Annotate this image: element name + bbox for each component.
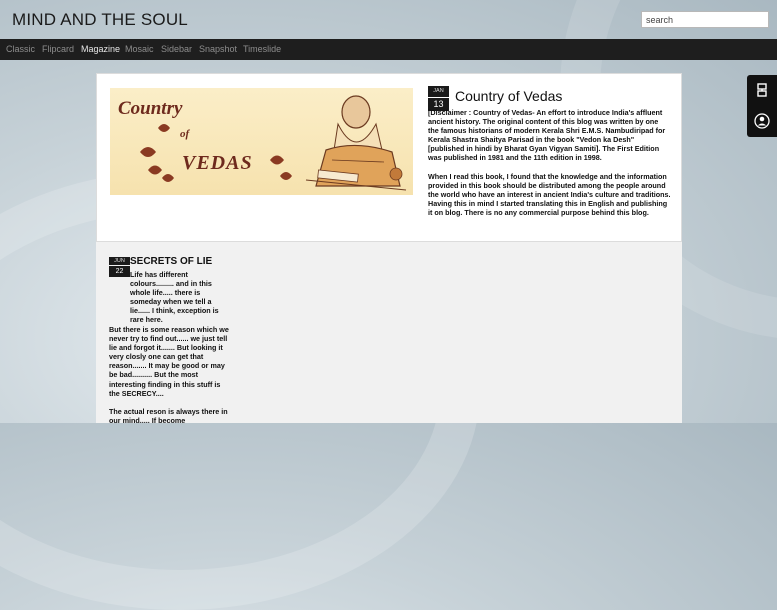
nav-item-mosaic[interactable]: Mosaic bbox=[125, 44, 154, 54]
excerpt-paragraph: Life has different colours......... and in this whole life..... there is someday when we tell a lie...... I think, exception is rare here. bbox=[130, 270, 219, 325]
featured-post-title[interactable]: Country of Vedas bbox=[455, 88, 563, 104]
second-post-excerpt bbox=[109, 325, 233, 434]
nav-item-sidebar[interactable]: Sidebar bbox=[161, 44, 193, 54]
view-navbar bbox=[0, 39, 777, 60]
nav-item-flipcard[interactable]: Flipcard bbox=[42, 44, 75, 54]
featured-post-card[interactable] bbox=[96, 73, 682, 242]
post-date-month: JAN bbox=[428, 86, 449, 97]
excerpt-paragraph: [Disclaimer : Country of Vedas- An effort to introduce India's affluent ancient history. The original content of this blog was written by one the famous historians of modern Kerala Shri E.M.S. Nambudiripad for Kerala Shastra Shaitya Parisad in the book "Vedon ka Desh" [published in hindi by Bharat Gyan Vigyan Samiti]. The First Edition was published in 1981 and the 11th edition in 1998. bbox=[428, 108, 666, 163]
post-date-month: JUN bbox=[109, 257, 130, 265]
post-date-day: 13 bbox=[428, 98, 449, 111]
post-date-day: 22 bbox=[109, 266, 130, 277]
profile-icon[interactable] bbox=[754, 113, 770, 129]
nav-item-timeslide[interactable]: Timeslide bbox=[243, 44, 282, 54]
search-input[interactable] bbox=[641, 11, 769, 28]
excerpt-paragraph: The actual reson is always there in our mind..... If become bbox=[109, 406, 228, 425]
featured-post-image[interactable] bbox=[110, 88, 413, 195]
image-text-country: Country bbox=[118, 98, 183, 119]
image-text-of: of bbox=[180, 128, 190, 140]
blog-title[interactable]: MIND AND THE SOUL bbox=[12, 10, 188, 29]
excerpt-paragraph: When I read this book, I found that the knowledge and the information provided in this book should be distributed among the people around the world who have an interest in ancient India's culture and traditions. Having this in mind I started translating this in English and publishing it on blog. There is no any commercial purpose behind this blog. bbox=[428, 171, 671, 217]
image-text-vedas: VEDAS bbox=[182, 152, 253, 174]
blog-header bbox=[0, 0, 777, 39]
nav-item-snapshot[interactable]: Snapshot bbox=[199, 44, 238, 54]
post-list-area bbox=[96, 242, 682, 423]
share-icon[interactable] bbox=[754, 83, 770, 99]
excerpt-paragraph: But there is some reason which we never try to find out...... we just tell lie and forgot it....... But looking it very closly one can get that reason....... It may be good or may be bad.......... But the most interesting finding in this stuff is the SECRECY.... bbox=[109, 325, 229, 398]
nav-item-classic[interactable]: Classic bbox=[6, 44, 36, 54]
featured-post-excerpt bbox=[428, 108, 671, 226]
post-date-badge bbox=[109, 257, 130, 277]
second-post-title[interactable]: SECRETS OF LIE bbox=[130, 256, 213, 267]
sage-illustration bbox=[296, 90, 413, 195]
nav-item-magazine[interactable]: Magazine bbox=[81, 44, 121, 54]
side-toolbar bbox=[747, 75, 777, 137]
